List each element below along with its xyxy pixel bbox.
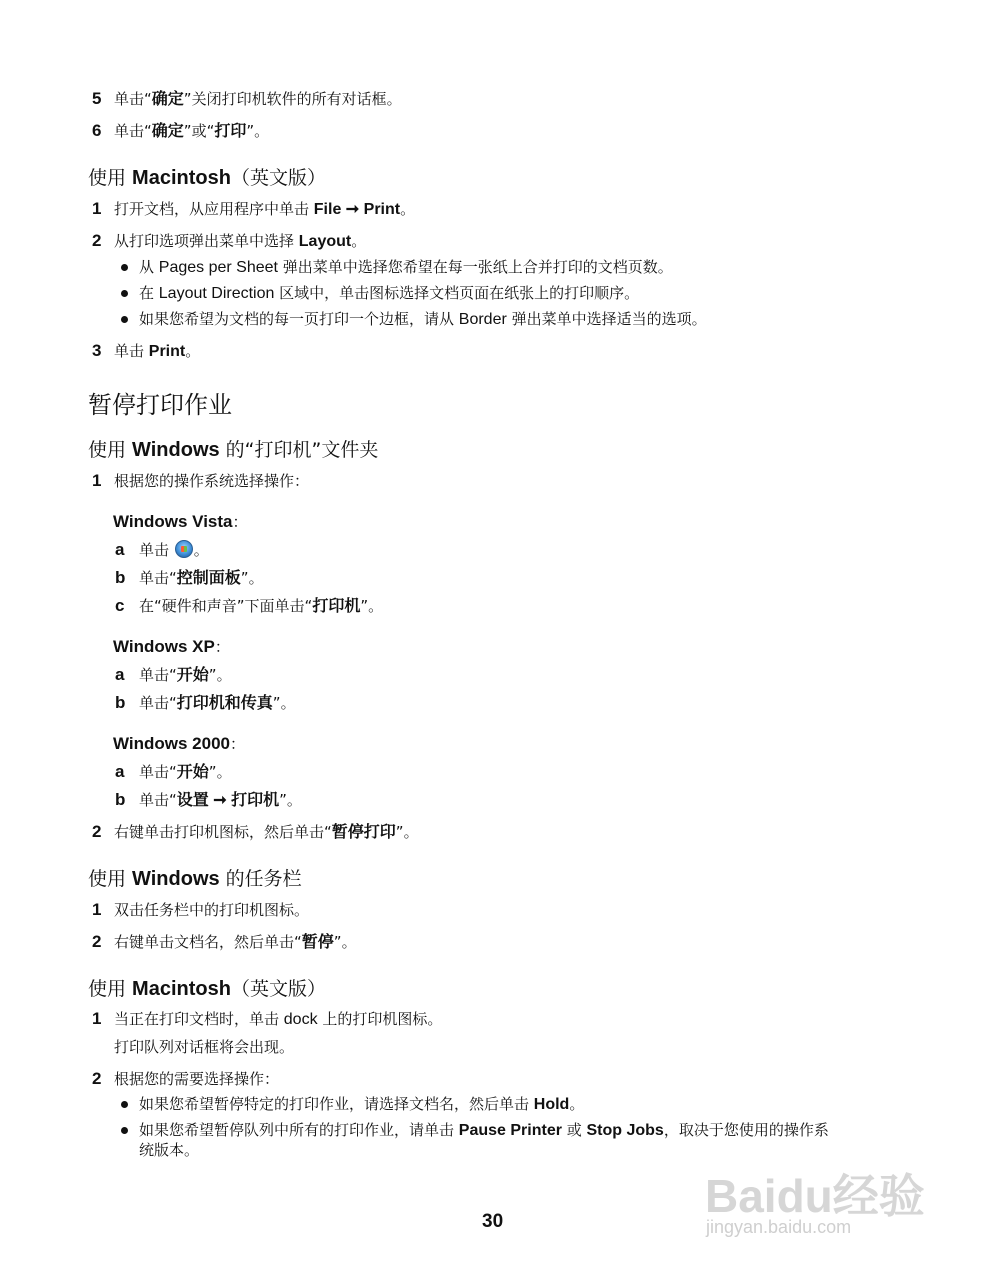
step-number: 5 [92,89,102,108]
substep-letter: a [115,665,125,684]
step-text: 双击任务栏中的打印机图标。 [114,901,310,919]
subheading-mac-pause: 使用 Macintosh（英文版） [88,978,326,1000]
step-text: 单击 Print。 [114,342,201,360]
bullet-text: 如果您希望为文档的每一页打印一个边框，请从 Border 弹出菜单中选择适当的选项。 [139,310,707,328]
step-text: 从打印选项弹出菜单中选择 Layout。 [114,232,367,250]
substep-text: 单击“开始”。 [139,763,232,781]
os-heading-2000: Windows 2000： [113,734,246,753]
os-heading-xp: Windows XP： [113,637,230,656]
substep-letter: a [115,762,125,781]
substep-text: 单击“控制面板”。 [139,569,264,587]
step-text: 单击“确定”或“打印”。 [114,122,270,140]
substep-text: 在“硬件和声音”下面单击“打印机”。 [139,597,384,615]
bullet-icon [121,290,128,297]
step-text-continued: 打印队列对话框将会出现。 [114,1038,295,1056]
substep-text: 单击“设置 ➞ 打印机”。 [139,791,302,809]
bullet-icon [121,1127,128,1134]
step-number: 2 [92,932,102,951]
bullet-text: 在 Layout Direction 区域中，单击图标选择文档页面在纸张上的打印顺序。 [139,284,640,302]
step-text: 打开文档，从应用程序中单击 File ➞ Print。 [114,200,416,218]
step-text: 根据您的需要选择操作： [114,1070,280,1088]
step-number: 2 [92,1069,102,1088]
bullet-text: 如果您希望暂停特定的打印作业，请选择文档名，然后单击 Hold。 [139,1095,585,1113]
step-number: 2 [92,822,102,841]
substep-letter: b [115,790,126,809]
substep-letter: c [115,596,125,615]
subheading-windows-folder: 使用 Windows 的“打印机”文件夹 [88,439,379,461]
step-number: 2 [92,231,102,250]
windows-start-orb-icon [175,540,193,558]
step-number: 1 [92,900,102,919]
bullet-text: 从 Pages per Sheet 弹出菜单中选择您希望在每一张纸上合并打印的文档页数。 [139,258,673,276]
bullet-text-continued: 统版本。 [139,1141,200,1159]
step-text: 右键单击打印机图标，然后单击“暂停打印”。 [114,823,419,841]
step-text: 根据您的操作系统选择操作： [114,472,310,490]
bullet-icon [121,316,128,323]
step-text: 右键单击文档名，然后单击“暂停”。 [114,933,357,951]
step-number: 1 [92,471,102,490]
substep-text: 单击 。 [139,541,209,559]
baidu-watermark-url: jingyan.baidu.com [706,1217,852,1237]
substep-text: 单击“开始”。 [139,666,232,684]
substep-letter: a [115,540,125,559]
bullet-icon [121,1101,128,1108]
os-heading-vista: Windows Vista： [113,512,248,531]
step-number: 6 [92,121,102,140]
step-number: 3 [92,341,102,360]
step-number: 1 [92,199,102,218]
step-number: 1 [92,1009,102,1028]
step-text: 单击“确定”关闭打印机软件的所有对话框。 [114,90,402,108]
bullet-text: 如果您希望暂停队列中所有的打印作业，请单击 Pause Printer 或 Stop Jobs，取决于您使用的操作系 [139,1121,829,1139]
subheading-mac-layout: 使用 Macintosh（英文版） [88,167,326,189]
subheading-windows-taskbar: 使用 Windows 的任务栏 [88,868,302,890]
bullet-icon [121,264,128,271]
baidu-watermark-logo: Baidu经验 [705,1170,925,1222]
section-title: 暂停打印作业 [88,391,232,419]
page-number: 30 [482,1211,504,1232]
substep-text: 单击“打印机和传真”。 [139,694,296,712]
substep-letter: b [115,568,126,587]
step-text: 当正在打印文档时，单击 dock 上的打印机图标。 [114,1010,443,1028]
substep-letter: b [115,693,126,712]
